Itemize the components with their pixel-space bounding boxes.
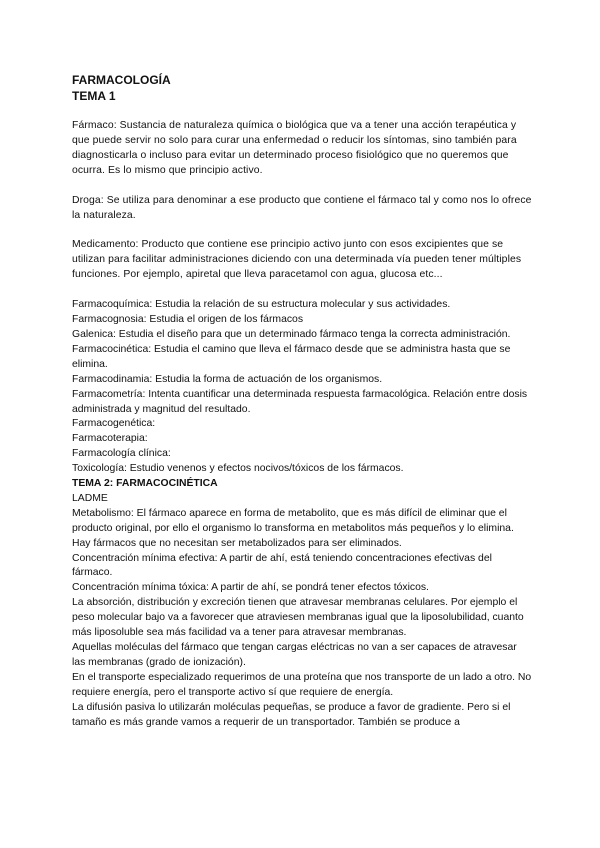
definition-farmacodinamia: Farmacodinamia: Estudia la forma de actuación de los organismos.: [72, 373, 383, 385]
paragraph-metabolismo: Metabolismo: El fármaco aparece en forma de metabolito, que es más difícil de eliminar que el producto original, por ello el organismo lo transforma en metabolitos más pequeños y lo elimina. Hay fármacos que no necesitan ser metabolizados para ser eliminados.: [72, 507, 514, 549]
definition-farmacometria: Farmacometría: Intenta cuantificar una determinada respuesta farmacológica. Relación entre dosis administrada y magnitud del resultado.: [72, 388, 528, 415]
definition-toxicologia: Toxicología: Estudio venenos y efectos nocivos/tóxicos de los fármacos.: [72, 463, 404, 475]
paragraph-cargas-electricas: Aquellas moléculas del fármaco que tengan cargas eléctricas no van a ser capaces de atravesar las membranas (grado de ionización).: [72, 642, 517, 668]
definition-galenica: Galenica: Estudia el diseño para que un determinado fármaco tenga la correcta administración.: [72, 328, 511, 340]
definition-farmacocinetica: Farmacocinética: Estudia el camino que lleva el fármaco desde que se administra hasta que se elimina.: [72, 343, 511, 370]
paragraph-farmaco: Fármaco: Sustancia de naturaleza química o biológica que va a tener una acción terapéutica y que puede servir no solo para curar una enfermedad o reducir los síntomas, sino también para diagnosticarla o incluso para evitar un determinado proceso fisiológico que no queremos que ocurra. Es lo mismo que principio activo.: [72, 120, 517, 176]
document-title: FARMACOLOGÍA: [72, 73, 171, 87]
section-heading-tema-2: TEMA 2: FARMACOCINÉTICA: [72, 478, 218, 490]
ladme-label: LADME: [72, 492, 108, 504]
definition-farmacognosia: Farmacognosia: Estudia el origen de los fármacos: [72, 314, 304, 326]
document-body: [72, 72, 532, 730]
definition-farmacoterapia: Farmacoterapia:: [72, 433, 148, 445]
paragraph-concentracion-efectiva: Concentración mínima efectiva: A partir de ahí, está teniendo concentraciones efectivas del fármaco.: [72, 552, 492, 579]
section-heading-tema-1: TEMA 1: [72, 89, 116, 103]
paragraph-medicamento: Medicamento: Producto que contiene ese principio activo junto con esos excipientes que se utilizan para facilitar administraciones diciendo con una determinada vía pueden tener múltiples funciones. Por ejemplo, apiretal que lleva paracetamol con agua, glucosa etc...: [72, 239, 522, 281]
paragraph-transporte-especializado: En el transporte especializado requerimos de una proteína que nos transporte de un lado a otro. No requiere energía, pero el transporte activo sí que requiere de energía.: [72, 671, 532, 698]
definition-farmacoquimica: Farmacoquímica: Estudia la relación de su estructura molecular y sus actividades.: [72, 299, 451, 311]
paragraph-absorcion: La absorción, distribución y excreción tienen que atravesar membranas celulares. Por ejemplo el peso molecular bajo va a favorecer que atraviesen membranas igual que la liposolubilidad, cuanto más liposoluble sea más facilidad va a tener para atravesar membranas.: [72, 597, 524, 639]
paragraph-droga: Droga: Se utiliza para denominar a ese producto que contiene el fármaco tal y como nos lo ofrece la naturaleza.: [72, 194, 532, 221]
paragraph-concentracion-toxica: Concentración mínima tóxica: A partir de ahí, se pondrá tener efectos tóxicos.: [72, 582, 429, 594]
paragraph-difusion-pasiva: La difusión pasiva lo utilizarán moléculas pequeñas, se produce a favor de gradiente. Pero si el tamaño es más grande vamos a requerir de un transportador. También se produce a: [72, 701, 511, 728]
definition-farmacogenetica: Farmacogenética:: [72, 418, 156, 430]
definition-farmacologia-clinica: Farmacología clínica:: [72, 448, 171, 460]
